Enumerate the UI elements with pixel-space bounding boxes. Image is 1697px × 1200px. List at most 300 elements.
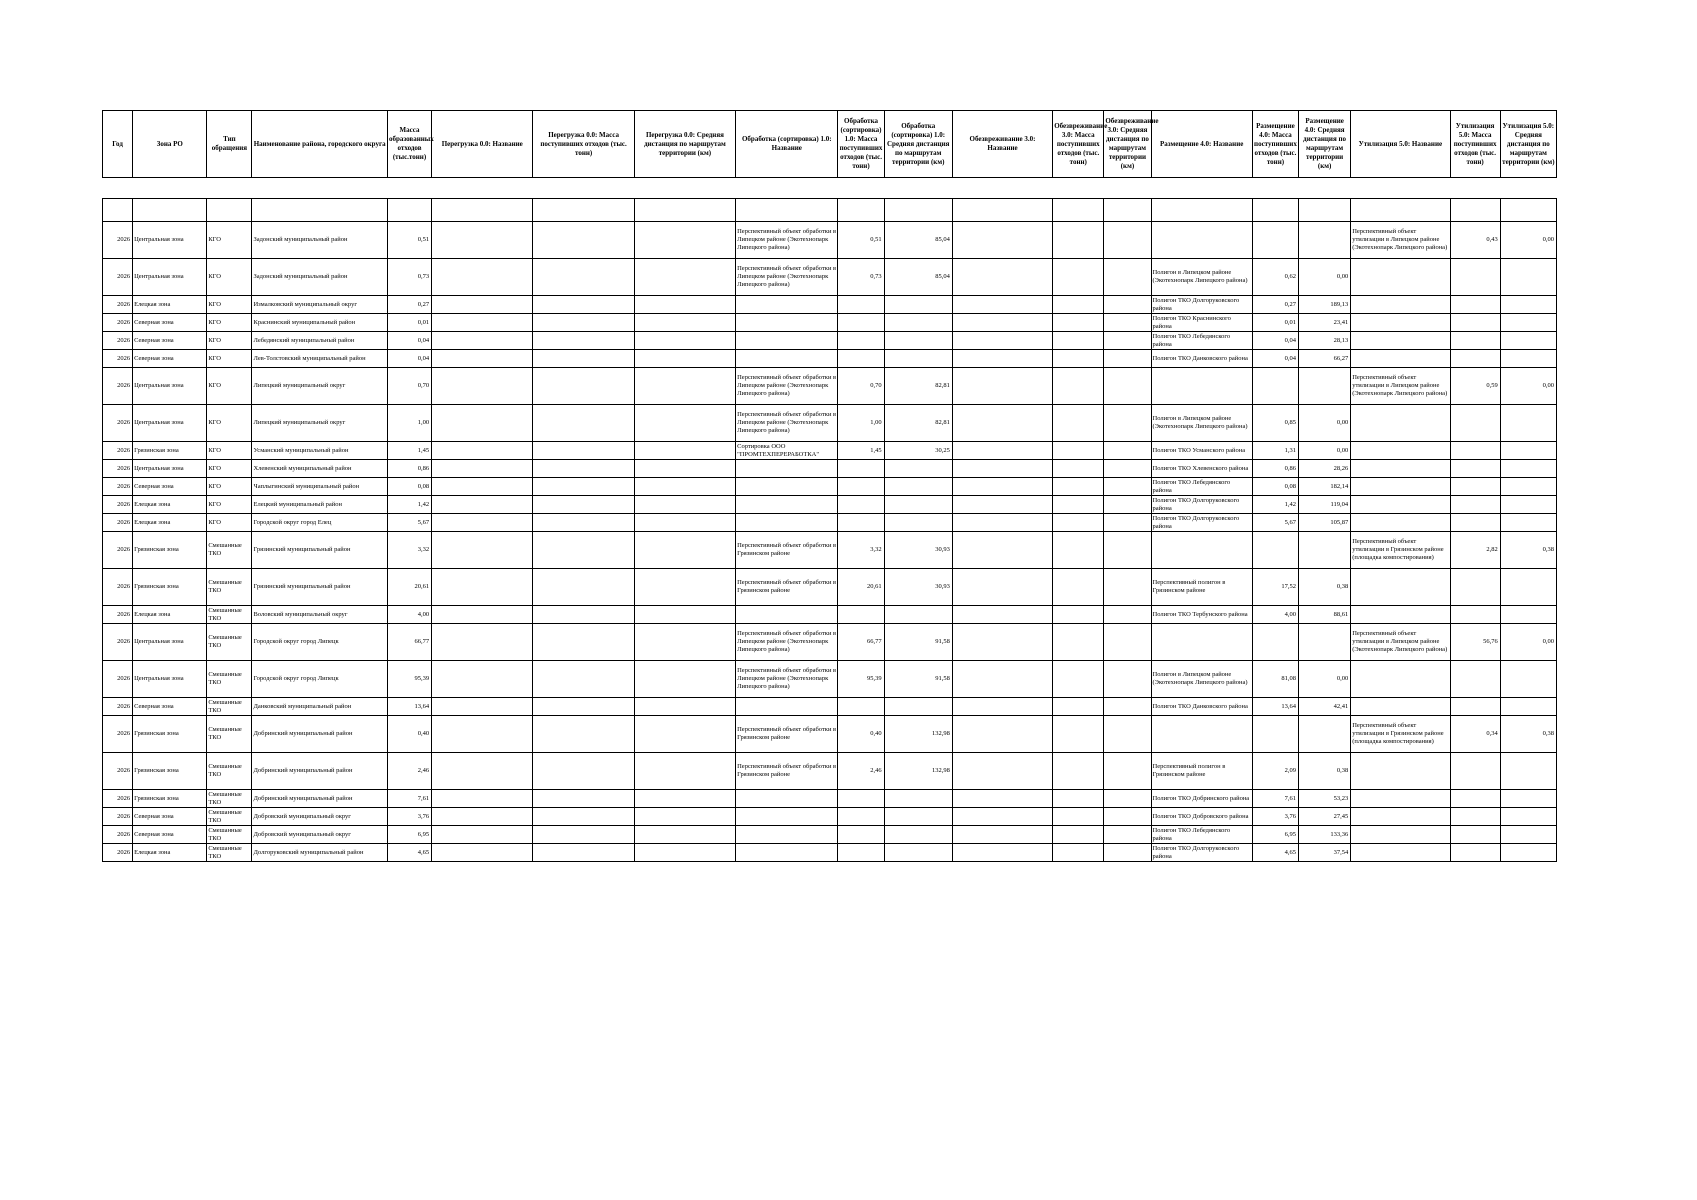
table-cell: [432, 259, 533, 296]
table-cell: [432, 514, 533, 532]
table-row: [103, 350, 1557, 368]
table-cell: Центральная зона: [133, 368, 207, 405]
table-cell: [1500, 199, 1556, 222]
table-cell: 2,46: [838, 753, 884, 790]
table-cell: [432, 698, 533, 716]
table-cell: [1053, 808, 1104, 826]
table-cell: [432, 199, 533, 222]
table-row: [103, 442, 1557, 460]
table-cell: Грязинская зона: [133, 442, 207, 460]
table-cell: [1500, 698, 1556, 716]
table-cell: [432, 405, 533, 442]
table-cell: 5,67: [1252, 514, 1298, 532]
table-cell: 0,86: [1252, 460, 1298, 478]
table-cell: [884, 606, 952, 624]
table-cell: 2026: [103, 698, 133, 716]
table-row: [103, 496, 1557, 514]
table-cell: [1104, 808, 1151, 826]
table-cell: [1053, 496, 1104, 514]
table-cell: 0,01: [1252, 314, 1298, 332]
table-cell: 56,76: [1450, 624, 1500, 661]
table-cell: [634, 314, 735, 332]
table-cell: [1104, 496, 1151, 514]
table-cell: [1053, 199, 1104, 222]
table-cell: 7,61: [387, 790, 431, 808]
table-cell: [1104, 460, 1151, 478]
table-cell: [736, 478, 838, 496]
table-cell: [533, 569, 634, 606]
table-cell: Лев-Толстовский муниципальный район: [252, 350, 387, 368]
table-cell: 2026: [103, 314, 133, 332]
table-cell: [432, 624, 533, 661]
table-cell: [838, 496, 884, 514]
table-cell: Долгоруковский муниципальный район: [252, 844, 387, 862]
table-cell: [736, 698, 838, 716]
table-cell: 4,00: [387, 606, 431, 624]
table-cell: 28,26: [1299, 460, 1351, 478]
table-cell: [1351, 826, 1450, 844]
table-cell: [838, 790, 884, 808]
table-cell: 0,40: [838, 716, 884, 753]
table-cell: Перспективный объект обработки в Грязинском районе: [736, 532, 838, 569]
table-cell: 2026: [103, 844, 133, 862]
table-cell: 0,70: [387, 368, 431, 405]
table-cell: Перспективный объект обработки в Грязинском районе: [736, 569, 838, 606]
table-cell: [1450, 442, 1500, 460]
column-header: Обработка (сортировка) 1.0: Название: [736, 111, 838, 178]
table-cell: 0,43: [1450, 222, 1500, 259]
table-cell: Смешанные ТКО: [207, 661, 252, 698]
table-cell: Елецкая зона: [133, 514, 207, 532]
table-cell: [1252, 199, 1298, 222]
table-cell: Центральная зона: [133, 405, 207, 442]
table-cell: [1053, 569, 1104, 606]
table-cell: 2026: [103, 532, 133, 569]
table-cell: [1450, 808, 1500, 826]
table-cell: [1450, 753, 1500, 790]
table-row: [103, 460, 1557, 478]
table-cell: [634, 624, 735, 661]
table-cell: [432, 753, 533, 790]
table-cell: [838, 314, 884, 332]
table-row: [103, 826, 1557, 844]
table-cell: Добровский муниципальный округ: [252, 826, 387, 844]
table-cell: [838, 698, 884, 716]
table-cell: [533, 624, 634, 661]
table-cell: [1252, 532, 1298, 569]
column-header: Наименование района, городского округа: [252, 111, 387, 178]
column-header: Утилизация 5.0: Название: [1351, 111, 1450, 178]
table-cell: 3,32: [838, 532, 884, 569]
table-cell: 0,34: [1450, 716, 1500, 753]
table-cell: [533, 199, 634, 222]
table-cell: [252, 199, 387, 222]
table-cell: 0,01: [387, 314, 431, 332]
table-cell: [1351, 259, 1450, 296]
column-header: Зона РО: [133, 111, 207, 178]
table-cell: [533, 460, 634, 478]
table-cell: Грязинский муниципальный район: [252, 532, 387, 569]
table-cell: [884, 199, 952, 222]
table-cell: [1053, 790, 1104, 808]
table-cell: [634, 350, 735, 368]
table-cell: 2026: [103, 259, 133, 296]
table-cell: [1500, 753, 1556, 790]
table-cell: [533, 259, 634, 296]
table-cell: 2026: [103, 569, 133, 606]
table-cell: 2026: [103, 808, 133, 826]
table-cell: [1104, 332, 1151, 350]
table-cell: [1104, 532, 1151, 569]
table-row: [103, 808, 1557, 826]
table-cell: [1500, 569, 1556, 606]
header-row: [103, 111, 1557, 178]
table-cell: КГО: [207, 350, 252, 368]
table-cell: Центральная зона: [133, 259, 207, 296]
table-cell: [1053, 514, 1104, 532]
table-cell: [634, 844, 735, 862]
table-cell: 0,04: [387, 332, 431, 350]
column-header: Тип обращения: [207, 111, 252, 178]
table-cell: 189,13: [1299, 296, 1351, 314]
table-cell: [1104, 296, 1151, 314]
table-cell: Грязинская зона: [133, 753, 207, 790]
table-cell: Северная зона: [133, 350, 207, 368]
table-row: [103, 332, 1557, 350]
table-cell: [1351, 296, 1450, 314]
table-cell: [1450, 460, 1500, 478]
table-cell: 1,31: [1252, 442, 1298, 460]
table-cell: [1450, 826, 1500, 844]
table-cell: Перспективный объект утилизации в Грязинском районе (площадка компостирования): [1351, 716, 1450, 753]
table-cell: [1450, 569, 1500, 606]
table-cell: 3,32: [387, 532, 431, 569]
table-cell: [1351, 314, 1450, 332]
table-cell: [634, 808, 735, 826]
table-cell: 4,65: [1252, 844, 1298, 862]
table-cell: 133,36: [1299, 826, 1351, 844]
table-cell: Полигон ТКО Лебедянского района: [1151, 478, 1252, 496]
table-cell: Северная зона: [133, 478, 207, 496]
table-cell: [432, 844, 533, 862]
table-cell: Смешанные ТКО: [207, 606, 252, 624]
table-cell: [1151, 222, 1252, 259]
table-cell: Измалковский муниципальный округ: [252, 296, 387, 314]
table-cell: 0,00: [1500, 222, 1556, 259]
table-row: [103, 606, 1557, 624]
table-cell: [1500, 661, 1556, 698]
table-cell: [432, 442, 533, 460]
table-cell: [634, 405, 735, 442]
table-cell: 2026: [103, 790, 133, 808]
table-cell: 2,46: [387, 753, 431, 790]
table-cell: [1053, 478, 1104, 496]
table-cell: 13,64: [1252, 698, 1298, 716]
table-cell: Городской округ город Липецк: [252, 661, 387, 698]
table-cell: [952, 826, 1052, 844]
table-cell: Лебедянский муниципальный район: [252, 332, 387, 350]
table-cell: 0,62: [1252, 259, 1298, 296]
table-cell: КГО: [207, 442, 252, 460]
table-cell: [533, 661, 634, 698]
table-cell: [736, 350, 838, 368]
table-row: [103, 478, 1557, 496]
table-cell: Сортировка ООО "ПРОМТЕХПЕРЕРАБОТКА": [736, 442, 838, 460]
table-cell: [736, 514, 838, 532]
table-cell: [432, 460, 533, 478]
table-cell: [1104, 826, 1151, 844]
table-cell: Полигон в Липецком районе (Экотехнопарк Липецкого района): [1151, 405, 1252, 442]
table-cell: [1053, 442, 1104, 460]
table-cell: [952, 698, 1052, 716]
table-cell: [1450, 199, 1500, 222]
table-cell: Северная зона: [133, 698, 207, 716]
table-cell: [952, 808, 1052, 826]
table-cell: [1450, 606, 1500, 624]
table-cell: Задонский муниципальный район: [252, 222, 387, 259]
table-cell: [533, 826, 634, 844]
table-cell: 0,38: [1299, 569, 1351, 606]
table-cell: 3,76: [1252, 808, 1298, 826]
table-cell: [1500, 478, 1556, 496]
table-cell: Елецкая зона: [133, 844, 207, 862]
table-cell: 182,14: [1299, 478, 1351, 496]
table-cell: Перспективный объект утилизации в Липецком районе (Экотехнопарк Липецкого района): [1351, 624, 1450, 661]
table-cell: 0,08: [1252, 478, 1298, 496]
table-cell: КГО: [207, 314, 252, 332]
table-cell: 0,00: [1299, 405, 1351, 442]
table-cell: [884, 478, 952, 496]
table-cell: [634, 478, 735, 496]
table-cell: [1351, 350, 1450, 368]
table-cell: [1299, 368, 1351, 405]
table-cell: [634, 460, 735, 478]
table-cell: КГО: [207, 222, 252, 259]
table-cell: [634, 569, 735, 606]
table-cell: Перспективный объект утилизации в Грязинском районе (площадка компостирования): [1351, 532, 1450, 569]
table-cell: [1450, 698, 1500, 716]
column-header: Масса образованных отходов (тыс.тонн): [387, 111, 431, 178]
table-cell: КГО: [207, 460, 252, 478]
table-cell: [1053, 296, 1104, 314]
table-cell: Центральная зона: [133, 661, 207, 698]
table-cell: [1500, 405, 1556, 442]
table-cell: [736, 314, 838, 332]
table-cell: [736, 460, 838, 478]
table-cell: Полигон в Липецком районе (Экотехнопарк Липецкого района): [1151, 259, 1252, 296]
table-cell: 2026: [103, 222, 133, 259]
table-cell: Северная зона: [133, 808, 207, 826]
table-cell: [533, 808, 634, 826]
table-cell: КГО: [207, 496, 252, 514]
table-cell: Хлевенский муниципальный район: [252, 460, 387, 478]
column-header: Размещение 4.0: Название: [1151, 111, 1252, 178]
table-cell: [634, 442, 735, 460]
table-cell: [952, 259, 1052, 296]
table-cell: Перспективный объект обработки в Липецком районе (Экотехнопарк Липецкого района): [736, 222, 838, 259]
table-cell: [432, 368, 533, 405]
table-cell: [1351, 698, 1450, 716]
table-cell: [884, 314, 952, 332]
table-cell: [838, 514, 884, 532]
table-cell: Перспективный объект обработки в Липецком районе (Экотехнопарк Липецкого района): [736, 259, 838, 296]
table-cell: [1450, 259, 1500, 296]
table-cell: [533, 332, 634, 350]
table-cell: Смешанные ТКО: [207, 790, 252, 808]
table-cell: 85,04: [884, 259, 952, 296]
table-cell: 0,27: [387, 296, 431, 314]
table-cell: 2026: [103, 753, 133, 790]
table-cell: 2026: [103, 478, 133, 496]
table-cell: Елецкий муниципальный район: [252, 496, 387, 514]
table-cell: 2026: [103, 350, 133, 368]
table-cell: 5,67: [387, 514, 431, 532]
table-cell: 0,51: [387, 222, 431, 259]
table-cell: [634, 514, 735, 532]
table-cell: [1053, 661, 1104, 698]
table-cell: Центральная зона: [133, 460, 207, 478]
table-cell: Перспективный объект утилизации в Липецком районе (Экотехнопарк Липецкого района): [1351, 368, 1450, 405]
table-cell: 4,00: [1252, 606, 1298, 624]
table-cell: [1104, 624, 1151, 661]
table-cell: 82,81: [884, 368, 952, 405]
table-cell: Полигон ТКО Долгоруковского района: [1151, 296, 1252, 314]
table-cell: [533, 478, 634, 496]
table-cell: [736, 199, 838, 222]
table-cell: [952, 368, 1052, 405]
table-row: [103, 222, 1557, 259]
table-cell: 0,59: [1450, 368, 1500, 405]
table-cell: [838, 826, 884, 844]
table-cell: Смешанные ТКО: [207, 826, 252, 844]
table-cell: [952, 844, 1052, 862]
table-cell: [634, 532, 735, 569]
table-cell: [1500, 826, 1556, 844]
table-cell: 2026: [103, 661, 133, 698]
table-cell: 53,23: [1299, 790, 1351, 808]
table-cell: [432, 314, 533, 332]
table-cell: [1450, 514, 1500, 532]
table-cell: [1104, 478, 1151, 496]
table-cell: [838, 808, 884, 826]
table-cell: [1450, 350, 1500, 368]
table-cell: Добринский муниципальный район: [252, 753, 387, 790]
table-cell: 66,77: [387, 624, 431, 661]
table-cell: [1351, 442, 1450, 460]
table-cell: [1053, 222, 1104, 259]
table-cell: 91,58: [884, 661, 952, 698]
table-cell: [1104, 790, 1151, 808]
table-cell: [634, 661, 735, 698]
table-cell: [952, 661, 1052, 698]
table-cell: 1,42: [387, 496, 431, 514]
table-cell: Полигон ТКО Лебедянского района: [1151, 332, 1252, 350]
table-cell: [1053, 606, 1104, 624]
table-cell: 2026: [103, 606, 133, 624]
table-cell: 132,98: [884, 753, 952, 790]
column-header: Размещение 4.0: Средняя дистанция по маршрутам территории (км): [1299, 111, 1351, 178]
table-cell: 0,70: [838, 368, 884, 405]
table-cell: 3,76: [387, 808, 431, 826]
table-cell: 0,00: [1500, 368, 1556, 405]
table-cell: [838, 844, 884, 862]
table-cell: [533, 753, 634, 790]
table-cell: [533, 350, 634, 368]
table-cell: 82,81: [884, 405, 952, 442]
table-cell: [838, 460, 884, 478]
table-cell: [736, 296, 838, 314]
table-row: [103, 661, 1557, 698]
table-row: [103, 790, 1557, 808]
table-cell: [1053, 624, 1104, 661]
data-table-body: [103, 199, 1557, 862]
table-cell: [207, 199, 252, 222]
table-cell: 0,73: [387, 259, 431, 296]
table-cell: 0,08: [387, 478, 431, 496]
table-cell: 20,61: [387, 569, 431, 606]
table-cell: [952, 514, 1052, 532]
table-cell: Северная зона: [133, 332, 207, 350]
table-cell: [1500, 606, 1556, 624]
table-cell: [736, 844, 838, 862]
table-cell: Краснинский муниципальный район: [252, 314, 387, 332]
table-cell: [1104, 698, 1151, 716]
table-cell: [1252, 222, 1298, 259]
table-cell: [884, 808, 952, 826]
table-cell: [1104, 716, 1151, 753]
table-cell: [838, 606, 884, 624]
table-cell: Елецкая зона: [133, 606, 207, 624]
table-cell: [1053, 826, 1104, 844]
table-cell: [432, 808, 533, 826]
table-cell: 0,04: [1252, 332, 1298, 350]
table-cell: [838, 478, 884, 496]
table-cell: [533, 606, 634, 624]
table-cell: [736, 606, 838, 624]
table-cell: 105,87: [1299, 514, 1351, 532]
table-cell: [432, 661, 533, 698]
table-cell: Перспективный объект обработки в Грязинском районе: [736, 753, 838, 790]
table-cell: Полигон ТКО Краснинского района: [1151, 314, 1252, 332]
table-cell: 0,86: [387, 460, 431, 478]
table-cell: 0,51: [838, 222, 884, 259]
table-cell: [432, 606, 533, 624]
table-cell: [1450, 496, 1500, 514]
table-cell: [1500, 514, 1556, 532]
table-cell: Центральная зона: [133, 624, 207, 661]
table-cell: [1351, 496, 1450, 514]
table-cell: 2,09: [1252, 753, 1298, 790]
table-cell: [533, 314, 634, 332]
table-cell: КГО: [207, 296, 252, 314]
table-cell: [952, 606, 1052, 624]
table-cell: [1104, 844, 1151, 862]
table-cell: 28,13: [1299, 332, 1351, 350]
table-cell: КГО: [207, 368, 252, 405]
table-cell: Полигон ТКО Усманского района: [1151, 442, 1252, 460]
table-cell: [1053, 698, 1104, 716]
table-cell: [1053, 460, 1104, 478]
table-cell: [1299, 624, 1351, 661]
table-cell: Северная зона: [133, 826, 207, 844]
table-cell: 4,65: [387, 844, 431, 862]
column-header: Обработка (сортировка) 1.0: Средняя дистанция по маршрутам территории (км): [884, 111, 952, 178]
table-row: [103, 698, 1557, 716]
table-cell: [1450, 844, 1500, 862]
table-cell: [432, 296, 533, 314]
table-cell: 81,08: [1252, 661, 1298, 698]
table-cell: [634, 606, 735, 624]
